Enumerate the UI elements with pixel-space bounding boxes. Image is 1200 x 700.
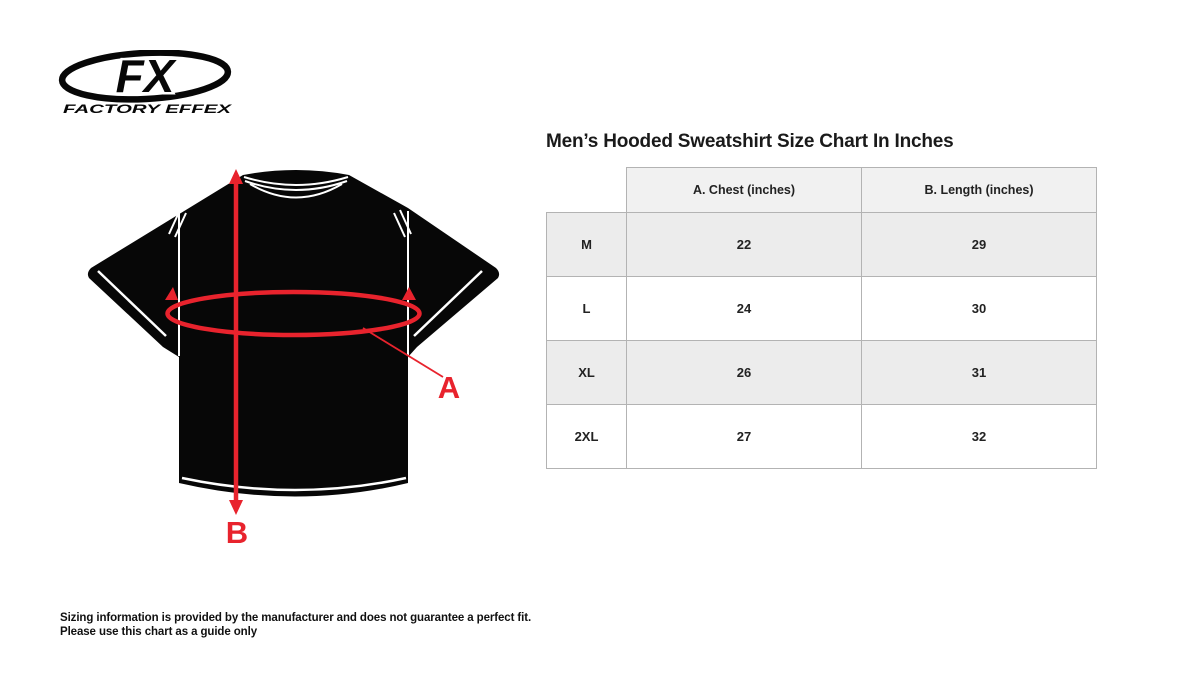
label-b: B [225, 515, 249, 550]
logo-subtext: FACTORY EFFEX [63, 104, 234, 116]
sizing-disclaimer [60, 612, 531, 639]
table-row-2xl [547, 405, 1097, 469]
tshirt-graphic [60, 150, 520, 570]
factory-effex-logo-graphic [57, 50, 243, 118]
length-cell: 32 [862, 405, 1097, 469]
disclaimer-line-2: Please use this chart as a guide only [60, 625, 257, 638]
corner-cell [547, 168, 627, 213]
logo-fx-text: FX [115, 50, 175, 102]
table-row-l [547, 277, 1097, 341]
header-row [547, 168, 1097, 213]
label-a: A [437, 370, 461, 405]
chest-cell: 26 [627, 341, 862, 405]
length-cell: 31 [862, 341, 1097, 405]
table-row-m [547, 213, 1097, 277]
disclaimer-line-1: Sizing information is provided by the manufacturer and does not guarantee a perfect fit. [60, 612, 532, 624]
brand-logo [57, 50, 243, 118]
size-chart-table [546, 167, 1097, 469]
col-header-length: B. Length (inches) [862, 168, 1097, 213]
col-header-chest: A. Chest (inches) [627, 168, 862, 213]
chest-cell: 24 [627, 277, 862, 341]
size-cell: XL [547, 341, 627, 405]
size-cell: M [547, 213, 627, 277]
size-cell: L [547, 277, 627, 341]
tshirt-measurement-diagram [60, 150, 520, 570]
page-title: Men’s Hooded Sweatshirt Size Chart In Inches [546, 131, 954, 152]
chest-cell: 22 [627, 213, 862, 277]
chest-cell: 27 [627, 405, 862, 469]
length-cell: 29 [862, 213, 1097, 277]
size-cell: 2XL [547, 405, 627, 469]
length-cell: 30 [862, 277, 1097, 341]
table-row-xl [547, 341, 1097, 405]
